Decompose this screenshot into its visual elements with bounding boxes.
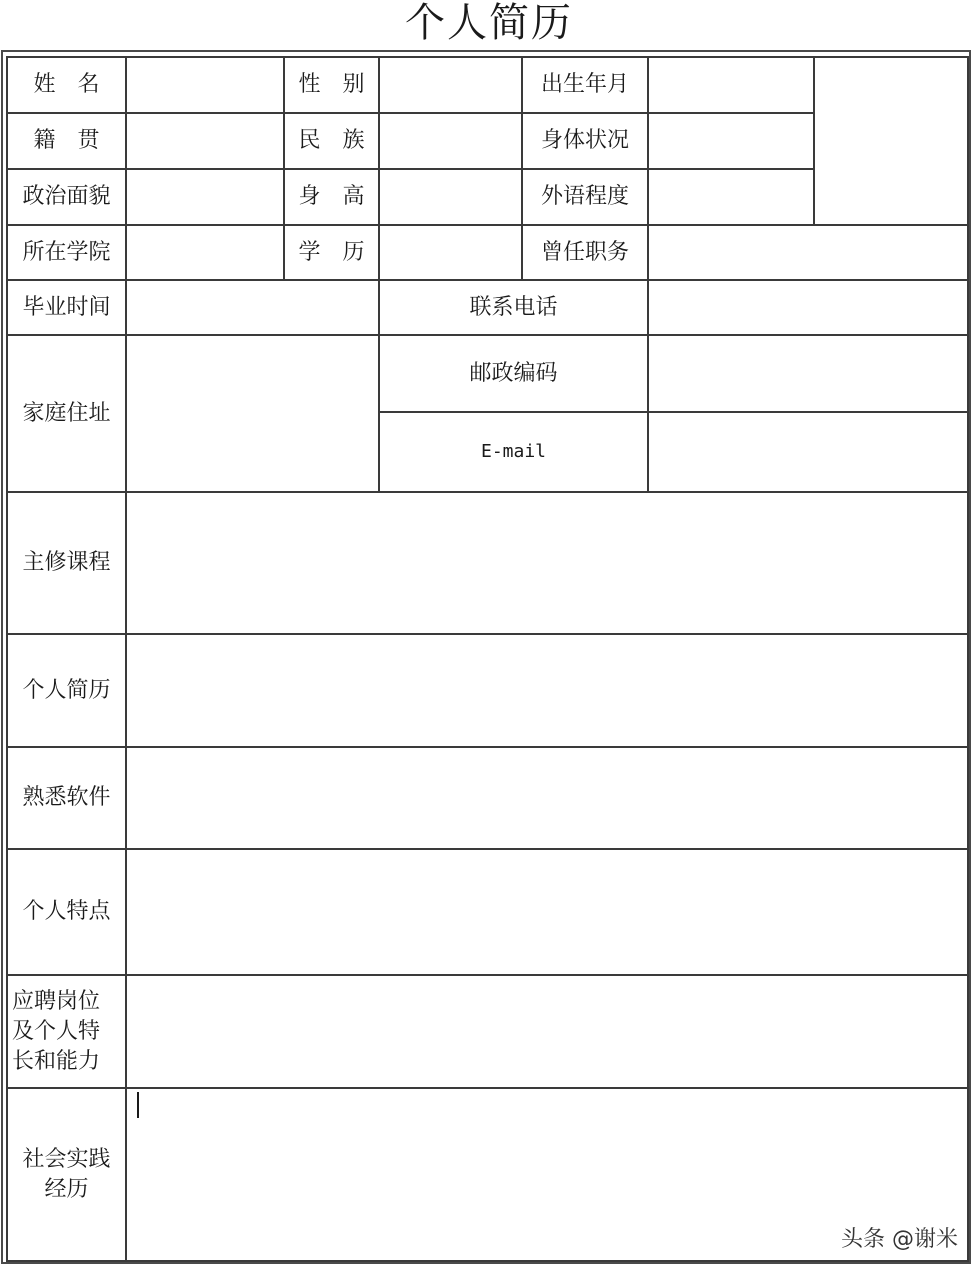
input-gender[interactable] xyxy=(380,58,521,112)
input-politics[interactable] xyxy=(127,170,283,224)
input-language[interactable] xyxy=(649,170,813,224)
label-health: 身体状况 xyxy=(540,128,629,153)
input-ethnic[interactable] xyxy=(380,114,521,168)
label-resume: 个人简历 xyxy=(22,677,111,703)
input-birth[interactable] xyxy=(649,58,813,112)
label-courses: 主修课程 xyxy=(22,550,111,575)
label-email: E-mail xyxy=(480,441,547,462)
label-address: 家庭住址 xyxy=(22,400,111,426)
label-college: 所在学院 xyxy=(22,239,111,265)
input-name[interactable] xyxy=(127,58,283,112)
label-height: 身 高 xyxy=(298,184,365,209)
input-address[interactable] xyxy=(127,336,378,491)
text-cursor xyxy=(137,1092,139,1118)
input-traits[interactable] xyxy=(127,850,967,974)
input-email[interactable] xyxy=(649,413,967,491)
label-former-post: 曾任职务 xyxy=(540,239,629,265)
label-traits: 个人特点 xyxy=(22,899,111,924)
label-position: 应聘岗位 及个人特 长和能力 xyxy=(12,988,101,1074)
input-education[interactable] xyxy=(380,226,521,279)
label-practice: 社会实践 经历 xyxy=(22,1146,111,1202)
input-native[interactable] xyxy=(127,114,283,168)
label-education: 学 历 xyxy=(298,239,365,265)
photo-box[interactable] xyxy=(815,58,967,224)
input-former-post[interactable] xyxy=(649,226,967,279)
label-name: 姓 名 xyxy=(33,72,100,97)
label-postcode: 邮政编码 xyxy=(469,360,558,386)
label-gender: 性 别 xyxy=(298,72,365,97)
input-height[interactable] xyxy=(380,170,521,224)
label-phone: 联系电话 xyxy=(469,294,558,320)
label-software: 熟悉软件 xyxy=(22,785,111,810)
watermark: 头条 @谢米 xyxy=(841,1227,958,1252)
page-title: 个人简历 xyxy=(405,0,573,46)
input-software[interactable] xyxy=(127,748,967,848)
input-health[interactable] xyxy=(649,114,813,168)
label-graduation: 毕业时间 xyxy=(22,294,111,320)
input-college[interactable] xyxy=(127,226,283,279)
label-native: 籍 贯 xyxy=(33,128,100,153)
input-graduation[interactable] xyxy=(127,281,378,334)
input-resume[interactable] xyxy=(127,635,967,746)
label-language: 外语程度 xyxy=(540,184,629,209)
label-birth: 出生年月 xyxy=(540,72,629,97)
input-postcode[interactable] xyxy=(649,336,967,411)
input-courses[interactable] xyxy=(127,493,967,633)
input-position[interactable] xyxy=(127,976,967,1087)
label-politics: 政治面貌 xyxy=(22,184,111,209)
label-ethnic: 民 族 xyxy=(298,128,365,153)
input-phone[interactable] xyxy=(649,281,967,334)
